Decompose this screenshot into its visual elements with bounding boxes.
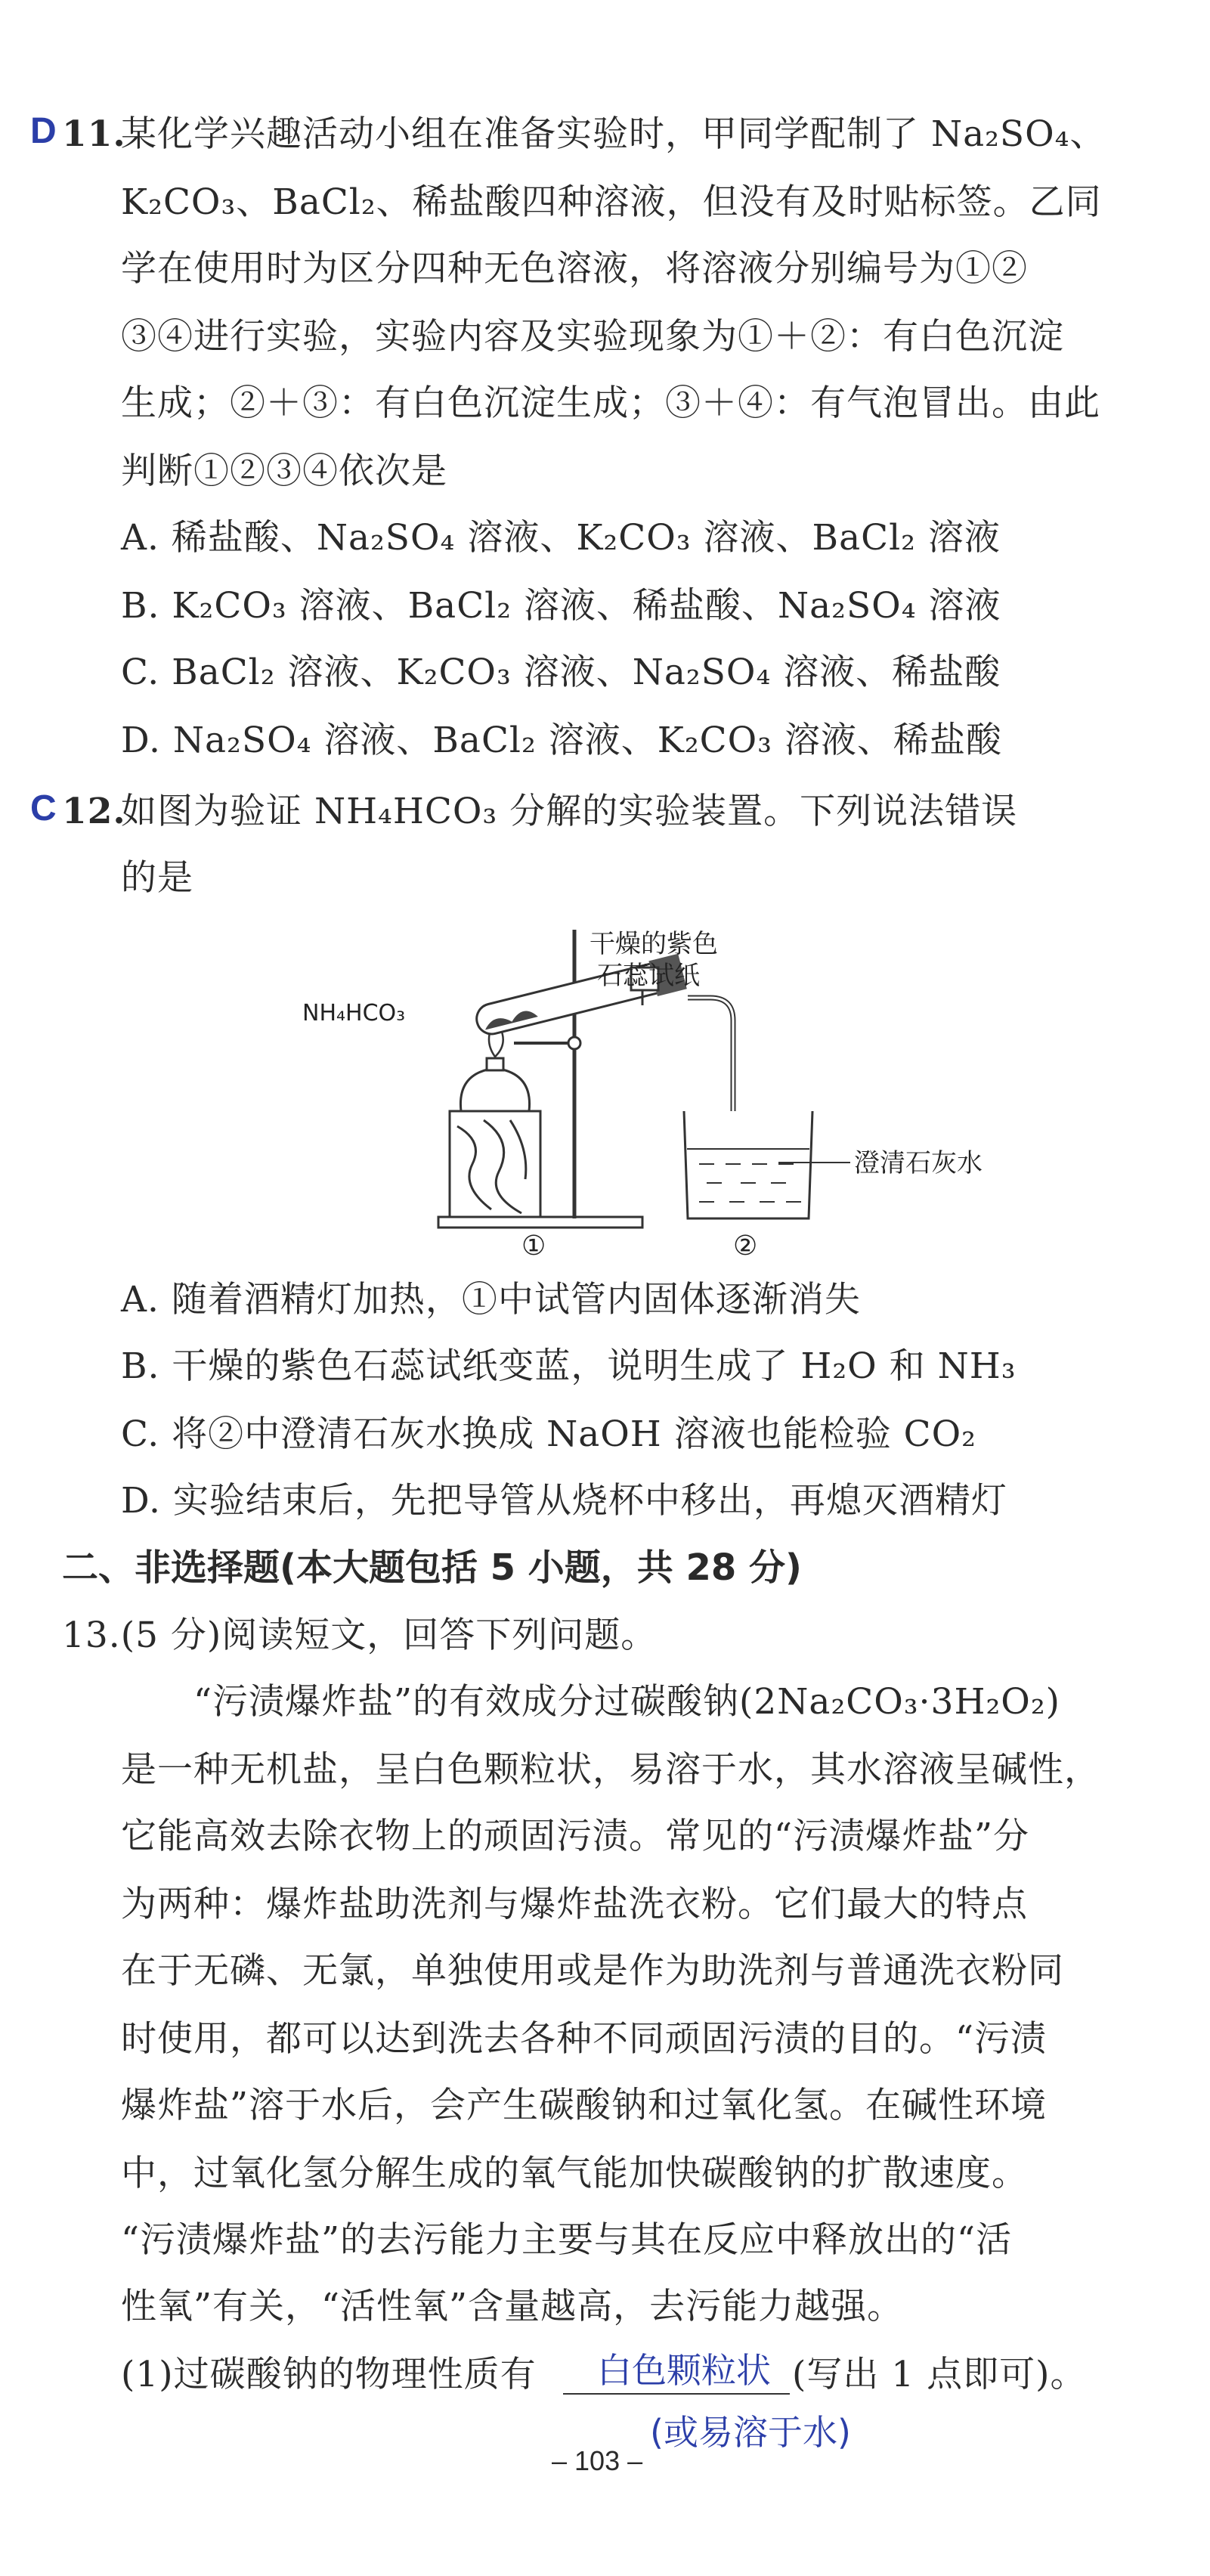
q13-paragraph-line-4: 为两种：爆炸盐助洗剂与爆炸盐洗衣粉。它们最大的特点 (121, 1884, 1028, 1925)
q12-line-2: 的是 (121, 857, 193, 899)
q13-paragraph-line-1: “污渍爆炸盐”的有效成分过碳酸钠(2Na₂CO₃·3H₂O₂) (193, 1681, 1060, 1723)
lamp-neck (487, 1058, 503, 1070)
q13-paragraph-line-10: 性氧”有关，“活性氧”含量越高，去污能力越强。 (121, 2286, 904, 2327)
q13-paragraph-line-5: 在于无磷、无氯，单独使用或是作为助洗剂与普通洗衣粉同 (121, 1950, 1064, 1992)
section-2-title: 二、非选择题(本大题包括 5 小题，共 28 分) (62, 1547, 802, 1589)
q11-option-a: A. 稀盐酸、Na₂SO₄ 溶液、K₂CO₃ 溶液、BaCl₂ 溶液 (121, 517, 1001, 559)
label-1: ① (521, 1231, 546, 1262)
q13-sub1-blank (563, 2393, 790, 2395)
q12-line-1: 如图为验证 NH₄HCO₃ 分解的实验装置。下列说法错误 (121, 791, 1018, 832)
q13-paragraph-line-6: 时使用，都可以达到洗去各种不同顽固污渍的目的。“污渍 (121, 2018, 1048, 2060)
q12-number: 12. (62, 791, 126, 832)
q13-paragraph-line-8: 中，过氧化氢分解生成的氧气能加快碳酸钠的扩散速度。 (121, 2153, 1028, 2194)
q11-option-b: B. K₂CO₃ 溶液、BaCl₂ 溶液、稀盐酸、Na₂SO₄ 溶液 (121, 585, 1001, 627)
label-limewater: 澄清石灰水 (854, 1148, 983, 1178)
page-number: – 103 – (552, 2445, 643, 2476)
label-reagent: NH₄HCO₃ (302, 1000, 406, 1026)
q11-line-4: ③④进行实验，实验内容及实验现象为①＋②：有白色沉淀 (121, 316, 1064, 358)
q11-line-5: 生成；②＋③：有白色沉淀生成；③＋④：有气泡冒出。由此 (121, 382, 1100, 424)
q13-header: 13.(5 分)阅读短文，回答下列问题。 (62, 1615, 658, 1656)
q11-line-2: K₂CO₃、BaCl₂、稀盐酸四种溶液，但没有及时贴标签。乙同 (121, 181, 1102, 223)
q13-sub1-answer: 白色颗粒状 (597, 2350, 771, 2391)
q11-number: 11. (62, 113, 126, 155)
label-paper-1: 干燥的紫色 (590, 929, 718, 959)
q13-paragraph-line-3: 它能高效去除衣物上的顽固污渍。常见的“污渍爆炸盐”分 (121, 1816, 1030, 1857)
q13-paragraph-line-2: 是一种无机盐，呈白色颗粒状，易溶于水，其水溶液呈碱性， (121, 1749, 1100, 1791)
label-2: ② (733, 1231, 758, 1262)
q13-sub1-answer-alt: (或易溶于水) (650, 2412, 851, 2453)
stand-base (438, 1217, 642, 1228)
alcohol-lamp (460, 1070, 529, 1111)
q11-line-3: 学在使用时为区分四种无色溶液，将溶液分别编号为①② (121, 248, 1028, 289)
q11-option-d: D. Na₂SO₄ 溶液、BaCl₂ 溶液、K₂CO₃ 溶液、稀盐酸 (121, 720, 1002, 761)
q13-paragraph-line-9: “污渍爆炸盐”的去污能力主要与其在反应中释放出的“活 (121, 2219, 1013, 2261)
q11-option-c: C. BaCl₂ 溶液、K₂CO₃ 溶液、Na₂SO₄ 溶液、稀盐酸 (121, 652, 1001, 693)
apparatus-figure (287, 922, 983, 1262)
q12-option-d: D. 实验结束后，先把导管从烧杯中移出，再熄灭酒精灯 (121, 1480, 1007, 1522)
q11-answer-mark: D (30, 111, 57, 151)
q13-sub1-suffix: (写出 1 点即可)。 (792, 2354, 1087, 2395)
q12-option-b: B. 干燥的紫色石蕊试纸变蓝，说明生成了 H₂O 和 NH₃ (121, 1345, 1017, 1387)
q13-sub1-prefix: (1)过碳酸钠的物理性质有 (121, 2354, 537, 2395)
label-paper-2: 石蕊试纸 (597, 961, 700, 991)
q12-option-c: C. 将②中澄清石灰水换成 NaOH 溶液也能检验 CO₂ (121, 1413, 976, 1455)
q12-answer-mark: C (30, 788, 57, 828)
q12-option-a: A. 随着酒精灯加热，①中试管内固体逐渐消失 (121, 1279, 861, 1321)
clamp-knob (568, 1037, 580, 1049)
q13-paragraph-line-7: 爆炸盐”溶于水后，会产生碳酸钠和过氧化氢。在碱性环境 (121, 2085, 1048, 2126)
q11-line-1: 某化学兴趣活动小组在准备实验时，甲同学配制了 Na₂SO₄、 (121, 113, 1106, 155)
q11-line-6: 判断①②③④依次是 (121, 450, 447, 492)
